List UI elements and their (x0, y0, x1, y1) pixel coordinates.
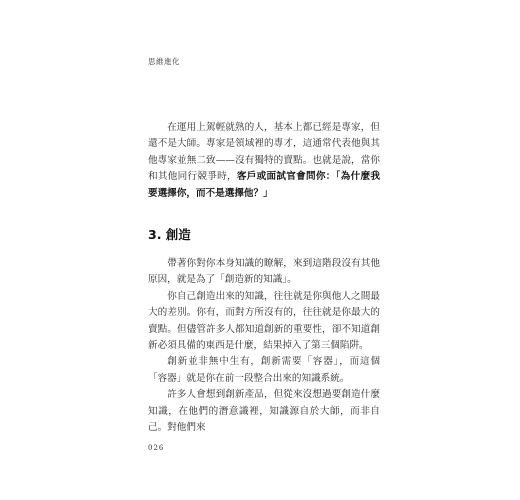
running-header: 思維進化 (148, 57, 180, 66)
intro-paragraph-block (148, 120, 380, 202)
intro-emphasis: 客戶或面試官會問你：「為什麼我要選擇你，而不是選擇他？」 (148, 171, 380, 199)
body-paragraph: 你自己創造出來的知識，往往就是你與他人之間最大的差別。你有，而對方所沒有的，往往就是你最大的賣點。但儘管許多人都知道創新的重要性，卻不知道創新必須具備的東西是什麼，結果掉入了第三個陷阱。 (148, 290, 380, 352)
page-number: 026 (148, 444, 165, 452)
body-paragraph: 許多人會想到創新產品，但從來沒想過要創造什麼知識，在他們的潛意識裡，知識源自於大師，而非自己。對他們來 (148, 389, 380, 434)
body-paragraph: 帶著你對你本身知識的瞭解，來到這階段沒有其他原因，就是為了「創造新的知識」。 (148, 258, 380, 286)
intro-text: 在運用上駕輕就熟的人，基本上都已經是專家，但還不是大師。專家是領域裡的專才，這通常代表他與其他專家並無二致——沒有獨特的賣點。也就是說，當你和其他同行競爭時， (148, 122, 380, 183)
body-paragraph: 創新並非無中生有，創新需要「容器」，而這個「容器」就是你在前一段整合出來的知識系統。 (148, 356, 380, 384)
intro-paragraph (148, 120, 380, 202)
section-body (148, 256, 380, 436)
section-heading: 3. 創造 (148, 227, 191, 242)
